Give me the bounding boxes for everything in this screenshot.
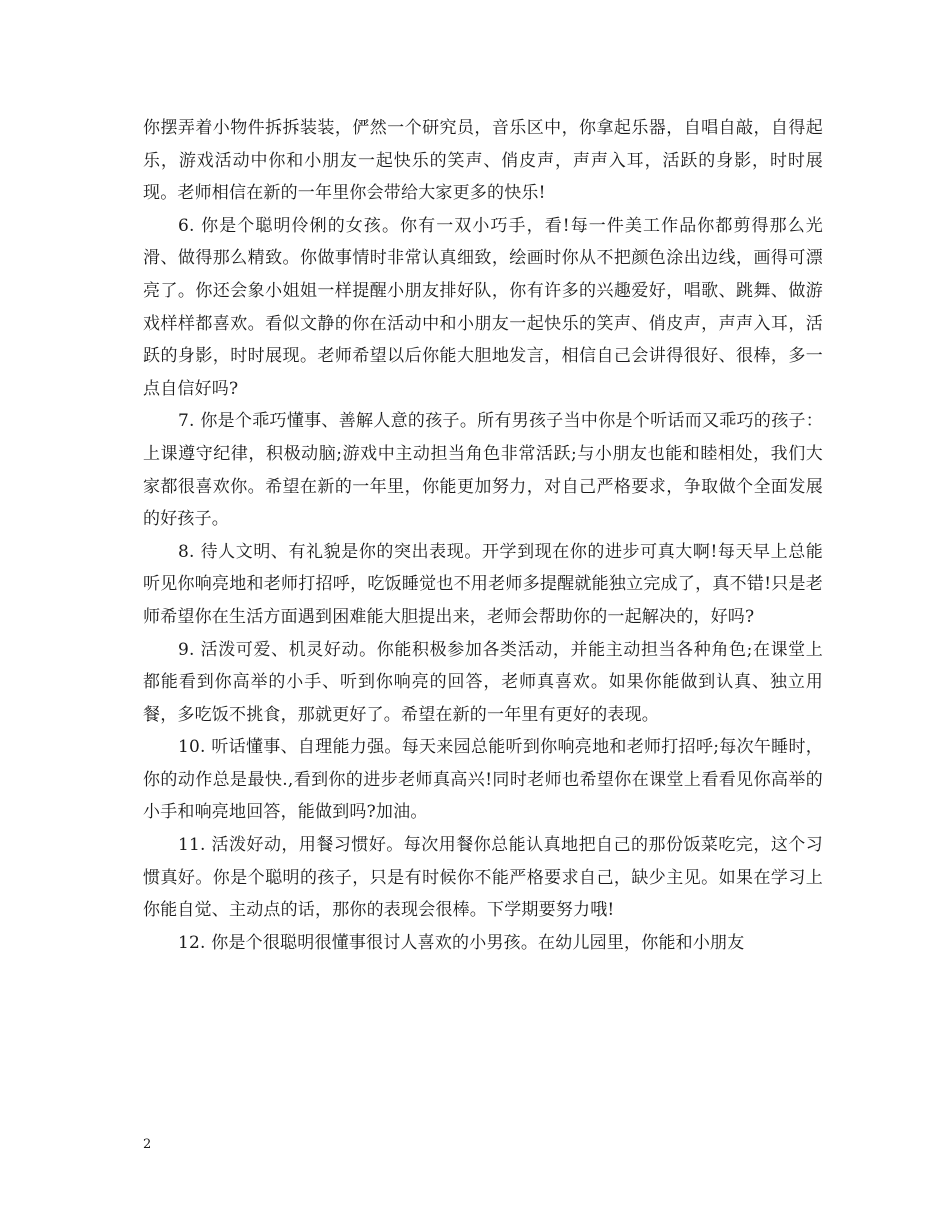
paragraph-item-10: 10. 听话懂事、自理能力强。每天来园总能听到你响亮地和老师打招呼;每次午睡时，你的动作总是最快.,看到你的进步老师真高兴!同时老师也希望你在课堂上看看见你高举的小手和响亮地回答，能做到吗?加油。: [143, 737, 823, 823]
paragraph-item-11: 11. 活泼好动，用餐习惯好。每次用餐你总能认真地把自己的那份饭菜吃完，这个习惯真好。你是个聪明的孩子，只是有时候你不能严格要求自己，缺少主见。如果在学习上你能自觉、主动点的话，那你的表现会很棒。下学期要努力哦!: [143, 835, 823, 921]
paragraph-continued: 你摆弄着小物件拆拆装装，俨然一个研究员，音乐区中，你拿起乐器，自唱自敲，自得起乐，游戏活动中你和小朋友一起快乐的笑声、俏皮声，声声入耳，活跃的身影，时时展现。老师相信在新的一年里你会带给大家更多的快乐!: [143, 118, 823, 204]
page-number: 2: [143, 1137, 152, 1152]
document-body: [143, 112, 823, 959]
paragraph-item-8: 8. 待人文明、有礼貌是你的突出表现。开学到现在你的进步可真大啊!每天早上总能听见你响亮地和老师打招呼，吃饭睡觉也不用老师多提醒就能独立完成了，真不错!只是老师希望你在生活方面遇到困难能大胆提出来，老师会帮助你的一起解决的，好吗?: [143, 541, 823, 627]
paragraph-item-6: 6. 你是个聪明伶俐的女孩。你有一双小巧手，看!每一件美工作品你都剪得那么光滑、做得那么精致。你做事情时非常认真细致，绘画时你从不把颜色涂出边线，画得可漂亮了。你还会象小姐姐一样提醒小朋友排好队，你有许多的兴趣爱好，唱歌、跳舞、做游戏样样都喜欢。看似文静的你在活动中和小朋友一起快乐的笑声、俏皮声，声声入耳，活跃的身影，时时展现。老师希望以后你能大胆地发言，相信自己会讲得很好、很棒，多一点自信好吗?: [143, 215, 823, 399]
paragraph-item-7: 7. 你是个乖巧懂事、善解人意的孩子。所有男孩子当中你是个听话而又乖巧的孩子：上课遵守纪律，积极动脑;游戏中主动担当角色非常活跃;与小朋友也能和睦相处，我们大家都很喜欢你。希望在新的一年里，你能更加努力，对自己严格要求，争取做个全面发展的好孩子。: [143, 411, 823, 530]
paragraph-item-12: 12. 你是个很聪明很懂事很讨人喜欢的小男孩。在幼儿园里，你能和小朋友: [178, 932, 745, 953]
paragraph-item-9: 9. 活泼可爱、机灵好动。你能积极参加各类活动，并能主动担当各种角色;在课堂上都能看到你高举的小手、听到你响亮的回答，老师真喜欢。如果你能做到认真、独立用餐，多吃饭不挑食，那就更好了。希望在新的一年里有更好的表现。: [143, 639, 823, 725]
